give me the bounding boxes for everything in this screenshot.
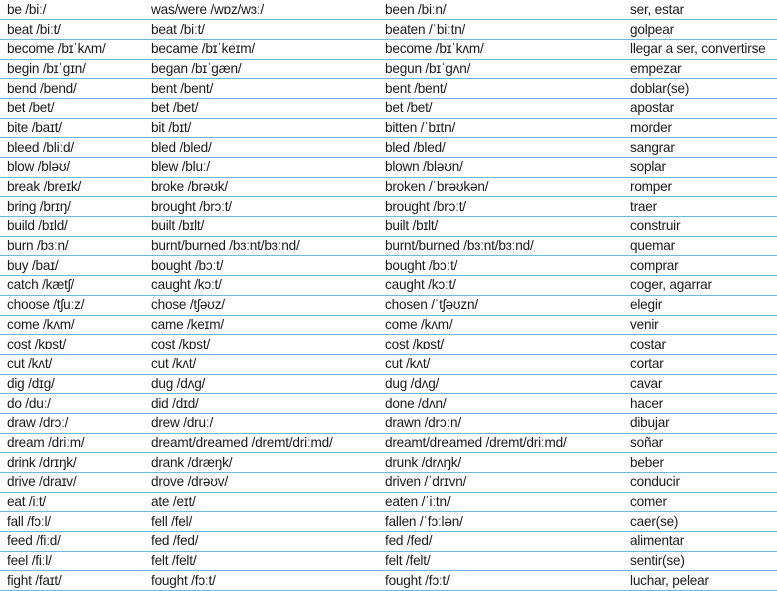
translation-cell: golpear [626, 20, 777, 40]
infinitive-cell: fall /fɔːl/ [0, 512, 144, 532]
table-row [0, 394, 777, 414]
past-participle-cell: brought /brɔːt/ [378, 197, 626, 217]
translation-cell: romper [626, 177, 777, 197]
past-participle-cell: caught /kɔːt/ [378, 276, 626, 296]
past-simple-cell: caught /kɔːt/ [144, 276, 378, 296]
infinitive-cell: catch /kætʃ/ [0, 276, 144, 296]
infinitive-cell: burn /bɜːn/ [0, 236, 144, 256]
translation-cell: conducir [626, 473, 777, 493]
translation-cell: empezar [626, 59, 777, 79]
past-participle-cell: begun /bɪˈgʌn/ [378, 59, 626, 79]
past-simple-cell: bought /bɔːt/ [144, 256, 378, 276]
table-row [0, 138, 777, 158]
table-row [0, 532, 777, 552]
translation-cell: caer(se) [626, 512, 777, 532]
translation-cell: traer [626, 197, 777, 217]
past-simple-cell: began /bɪˈgæn/ [144, 59, 378, 79]
translation-cell: comprar [626, 256, 777, 276]
past-simple-cell: bled /bled/ [144, 138, 378, 158]
past-participle-cell: felt /felt/ [378, 551, 626, 571]
infinitive-cell: blow /bləʊ/ [0, 158, 144, 178]
past-simple-cell: ate /eɪt/ [144, 492, 378, 512]
past-simple-cell: fell /fel/ [144, 512, 378, 532]
table-row [0, 236, 777, 256]
table-row [0, 413, 777, 433]
past-participle-cell: been /biːn/ [378, 0, 626, 20]
infinitive-cell: feed /fiːd/ [0, 532, 144, 552]
table-row [0, 315, 777, 335]
past-simple-cell: bet /bet/ [144, 98, 378, 118]
past-participle-cell: cut /kʌt/ [378, 354, 626, 374]
infinitive-cell: begin /bɪˈgɪn/ [0, 59, 144, 79]
past-participle-cell: done /dʌn/ [378, 394, 626, 414]
table-row [0, 197, 777, 217]
table-row [0, 39, 777, 59]
past-participle-cell: dreamt/dreamed /dremt/driːmd/ [378, 433, 626, 453]
past-simple-cell: drove /drəʊv/ [144, 473, 378, 493]
infinitive-cell: fight /faɪt/ [0, 571, 144, 591]
table-row [0, 0, 777, 20]
table-row [0, 59, 777, 79]
infinitive-cell: do /duː/ [0, 394, 144, 414]
past-participle-cell: chosen /ˈtʃəʊzn/ [378, 295, 626, 315]
past-participle-cell: beaten /ˈbiːtn/ [378, 20, 626, 40]
past-simple-cell: chose /tʃəʊz/ [144, 295, 378, 315]
past-simple-cell: beat /biːt/ [144, 20, 378, 40]
infinitive-cell: choose /tʃuːz/ [0, 295, 144, 315]
past-participle-cell: come /kʌm/ [378, 315, 626, 335]
infinitive-cell: cut /kʌt/ [0, 354, 144, 374]
past-simple-cell: drank /dræŋk/ [144, 453, 378, 473]
translation-cell: cavar [626, 374, 777, 394]
past-simple-cell: brought /brɔːt/ [144, 197, 378, 217]
infinitive-cell: drive /draɪv/ [0, 473, 144, 493]
table-row [0, 158, 777, 178]
table-row [0, 276, 777, 296]
translation-cell: coger, agarrar [626, 276, 777, 296]
translation-cell: sangrar [626, 138, 777, 158]
past-participle-cell: fallen /ˈfɔːlən/ [378, 512, 626, 532]
past-simple-cell: drew /druː/ [144, 413, 378, 433]
translation-cell: hacer [626, 394, 777, 414]
translation-cell: soplar [626, 158, 777, 178]
infinitive-cell: become /bɪˈkʌm/ [0, 39, 144, 59]
infinitive-cell: dig /dɪg/ [0, 374, 144, 394]
translation-cell: dibujar [626, 413, 777, 433]
translation-cell: alimentar [626, 532, 777, 552]
past-participle-cell: burnt/burned /bɜːnt/bɜːnd/ [378, 236, 626, 256]
infinitive-cell: eat /iːt/ [0, 492, 144, 512]
translation-cell: cortar [626, 354, 777, 374]
past-participle-cell: built /bɪlt/ [378, 217, 626, 237]
infinitive-cell: build /bɪld/ [0, 217, 144, 237]
table-row [0, 512, 777, 532]
past-participle-cell: drunk /drʌŋk/ [378, 453, 626, 473]
past-simple-cell: cut /kʌt/ [144, 354, 378, 374]
translation-cell: morder [626, 118, 777, 138]
infinitive-cell: beat /biːt/ [0, 20, 144, 40]
past-simple-cell: dreamt/dreamed /dremt/driːmd/ [144, 433, 378, 453]
translation-cell: doblar(se) [626, 79, 777, 99]
table-row [0, 20, 777, 40]
table-row [0, 433, 777, 453]
past-participle-cell: fought /fɔːt/ [378, 571, 626, 591]
infinitive-cell: be /biː/ [0, 0, 144, 20]
infinitive-cell: dream /driːm/ [0, 433, 144, 453]
translation-cell: construir [626, 217, 777, 237]
past-simple-cell: bent /bent/ [144, 79, 378, 99]
table-row [0, 118, 777, 138]
past-participle-cell: broken /ˈbrəʊkən/ [378, 177, 626, 197]
past-simple-cell: came /keɪm/ [144, 315, 378, 335]
table-row [0, 79, 777, 99]
past-simple-cell: did /dɪd/ [144, 394, 378, 414]
past-participle-cell: bet /bet/ [378, 98, 626, 118]
past-participle-cell: become /bɪˈkʌm/ [378, 39, 626, 59]
past-simple-cell: dug /dʌg/ [144, 374, 378, 394]
translation-cell: apostar [626, 98, 777, 118]
past-participle-cell: cost /kɒst/ [378, 335, 626, 355]
past-participle-cell: fed /fed/ [378, 532, 626, 552]
table-row [0, 217, 777, 237]
table-row [0, 98, 777, 118]
infinitive-cell: draw /drɔː/ [0, 413, 144, 433]
translation-cell: comer [626, 492, 777, 512]
infinitive-cell: bleed /bliːd/ [0, 138, 144, 158]
infinitive-cell: bend /bend/ [0, 79, 144, 99]
past-simple-cell: built /bɪlt/ [144, 217, 378, 237]
infinitive-cell: break /breɪk/ [0, 177, 144, 197]
past-simple-cell: blew /bluː/ [144, 158, 378, 178]
infinitive-cell: bite /baɪt/ [0, 118, 144, 138]
table-row [0, 295, 777, 315]
infinitive-cell: feel /fiːl/ [0, 551, 144, 571]
translation-cell: luchar, pelear [626, 571, 777, 591]
past-participle-cell: driven /ˈdrɪvn/ [378, 473, 626, 493]
translation-cell: venir [626, 315, 777, 335]
past-participle-cell: bitten /ˈbɪtn/ [378, 118, 626, 138]
infinitive-cell: come /kʌm/ [0, 315, 144, 335]
translation-cell: llegar a ser, convertirse [626, 39, 777, 59]
past-participle-cell: bought /bɔːt/ [378, 256, 626, 276]
past-participle-cell: drawn /drɔːn/ [378, 413, 626, 433]
translation-cell: beber [626, 453, 777, 473]
translation-cell: elegir [626, 295, 777, 315]
table-row [0, 551, 777, 571]
past-simple-cell: felt /felt/ [144, 551, 378, 571]
table-row [0, 571, 777, 591]
infinitive-cell: cost /kɒst/ [0, 335, 144, 355]
table-row [0, 374, 777, 394]
past-participle-cell: bled /bled/ [378, 138, 626, 158]
past-simple-cell: broke /brəʊk/ [144, 177, 378, 197]
table-row [0, 177, 777, 197]
infinitive-cell: buy /baɪ/ [0, 256, 144, 276]
past-simple-cell: fed /fed/ [144, 532, 378, 552]
past-participle-cell: bent /bent/ [378, 79, 626, 99]
translation-cell: soñar [626, 433, 777, 453]
past-simple-cell: became /bɪˈkeɪm/ [144, 39, 378, 59]
past-participle-cell: dug /dʌg/ [378, 374, 626, 394]
table-row [0, 492, 777, 512]
past-simple-cell: cost /kɒst/ [144, 335, 378, 355]
table-row [0, 256, 777, 276]
translation-cell: costar [626, 335, 777, 355]
infinitive-cell: drink /drɪŋk/ [0, 453, 144, 473]
translation-cell: sentir(se) [626, 551, 777, 571]
table-row [0, 354, 777, 374]
translation-cell: quemar [626, 236, 777, 256]
past-simple-cell: burnt/burned /bɜːnt/bɜːnd/ [144, 236, 378, 256]
past-participle-cell: eaten /ˈiːtn/ [378, 492, 626, 512]
past-simple-cell: was/were /wɒz/wɜː/ [144, 0, 378, 20]
infinitive-cell: bet /bet/ [0, 98, 144, 118]
table-row [0, 335, 777, 355]
past-simple-cell: fought /fɔːt/ [144, 571, 378, 591]
table-row [0, 473, 777, 493]
translation-cell: ser, estar [626, 0, 777, 20]
past-simple-cell: bit /bɪt/ [144, 118, 378, 138]
past-participle-cell: blown /bləʊn/ [378, 158, 626, 178]
table-row [0, 453, 777, 473]
infinitive-cell: bring /brɪŋ/ [0, 197, 144, 217]
